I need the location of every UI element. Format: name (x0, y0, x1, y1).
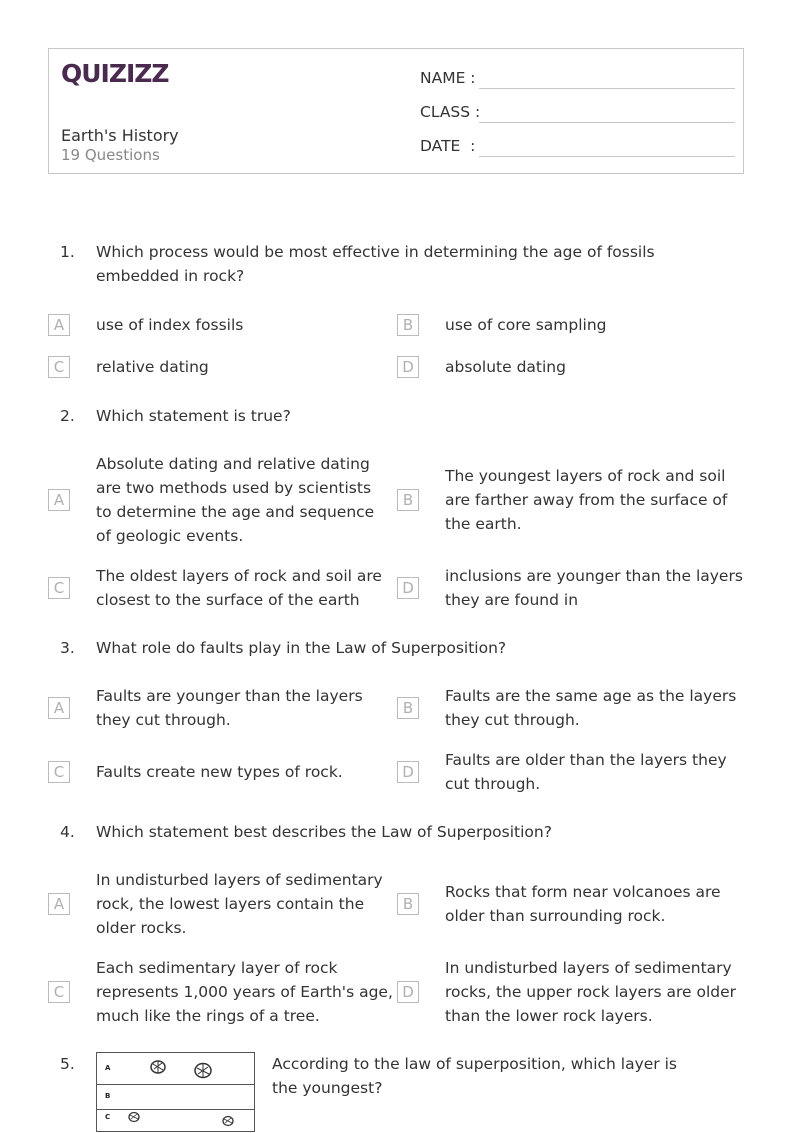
question-text: Which process would be most effective in determining the age of fossils embedded in rock? (96, 243, 655, 285)
option-box[interactable]: D (397, 981, 419, 1003)
option-text: Faults are the same age as the layers they cut through. (445, 687, 737, 729)
option-text: Rocks that form near volcanoes are older than surrounding rock. (445, 883, 721, 925)
option-box[interactable]: C (48, 577, 70, 599)
option-box[interactable]: B (397, 893, 419, 915)
option-box[interactable]: B (397, 697, 419, 719)
rock-layers-figure (96, 1052, 255, 1132)
option-text: use of index fossils (96, 316, 244, 334)
option-box[interactable]: B (397, 314, 419, 336)
option-text: Absolute dating and relative dating are two methods used by scientists to determine the age and sequence of geologic events. (96, 455, 375, 545)
option-box[interactable]: D (397, 761, 419, 783)
question-number: 5. (60, 1055, 75, 1073)
option-text: Each sedimentary layer of rock represents 1,000 years of Earth's age, much like the rings of a tree. (96, 959, 393, 1025)
option-text: relative dating (96, 358, 209, 376)
question-text: According to the law of superposition, which layer is the youngest? (272, 1055, 677, 1097)
option-box[interactable]: C (48, 356, 70, 378)
option-box[interactable]: D (397, 577, 419, 599)
layer-label: A (105, 1064, 111, 1072)
rock-layer (97, 1109, 254, 1133)
date-label: DATE : (420, 137, 476, 155)
option-text: Faults are older than the layers they cut through. (445, 751, 727, 793)
question-text: What role do faults play in the Law of Superposition? (96, 639, 507, 657)
question-number: 1. (60, 243, 75, 261)
option-box[interactable]: D (397, 356, 419, 378)
option-box[interactable]: A (48, 489, 70, 511)
rock-layer (97, 1084, 254, 1110)
option-text: The youngest layers of rock and soil are farther away from the surface of the earth. (445, 467, 728, 533)
worksheet-title: Earth's History (61, 126, 179, 145)
name-label: NAME : (420, 69, 476, 87)
option-box[interactable]: C (48, 761, 70, 783)
quizizz-logo: QUIZIZZ (61, 59, 169, 88)
layer-label: B (105, 1092, 111, 1100)
class-label: CLASS : (420, 103, 481, 121)
worksheet-header (48, 48, 744, 174)
question-count: 19 Questions (61, 146, 160, 164)
question-number: 4. (60, 823, 75, 841)
question-text: Which statement best describes the Law of Superposition? (96, 823, 552, 841)
question-text: Which statement is true? (96, 407, 291, 425)
option-box[interactable]: A (48, 893, 70, 915)
fossil-icon (221, 1115, 235, 1127)
option-box[interactable]: A (48, 697, 70, 719)
rock-layer (97, 1053, 254, 1085)
class-line[interactable] (479, 122, 735, 123)
question-number: 3. (60, 639, 75, 657)
date-line[interactable] (479, 156, 735, 157)
option-text: absolute dating (445, 358, 566, 376)
layer-label: C (105, 1113, 111, 1121)
fossil-icon (127, 1111, 141, 1123)
option-text: In undisturbed layers of sedimentary rock, the lowest layers contain the older rocks. (96, 871, 383, 937)
option-text: In undisturbed layers of sedimentary rocks, the upper rock layers are older than the lower rock layers. (445, 959, 737, 1025)
option-box[interactable]: C (48, 981, 70, 1003)
name-line[interactable] (479, 88, 735, 89)
option-text: The oldest layers of rock and soil are closest to the surface of the earth (96, 567, 382, 609)
option-text: Faults create new types of rock. (96, 763, 343, 781)
option-text: Faults are younger than the layers they cut through. (96, 687, 363, 729)
fossil-icon (149, 1059, 167, 1075)
option-box[interactable]: A (48, 314, 70, 336)
option-box[interactable]: B (397, 489, 419, 511)
option-text: use of core sampling (445, 316, 607, 334)
question-number: 2. (60, 407, 75, 425)
option-text: inclusions are younger than the layers they are found in (445, 567, 743, 609)
fossil-icon (193, 1062, 213, 1079)
